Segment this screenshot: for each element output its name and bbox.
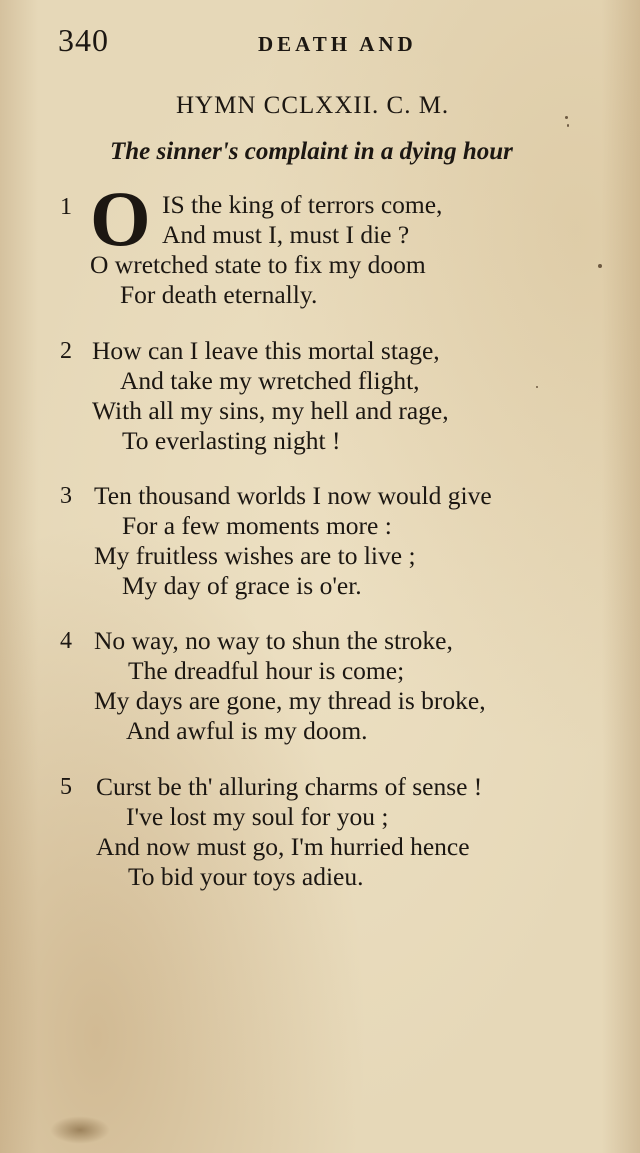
stanza-number: 1 <box>60 194 72 220</box>
verse-line: I've lost my soul for you ; <box>126 802 389 831</box>
verse-line: And must I, must I die ? <box>162 220 410 249</box>
page-header <box>58 22 598 62</box>
verse-line: For a few moments more : <box>122 511 392 540</box>
verse-line: My day of grace is o'er. <box>122 571 362 600</box>
page-number: 340 <box>58 22 109 58</box>
verse-line: IS the king of terrors come, <box>162 190 443 219</box>
hymn-subtitle: The sinner's complaint in a dying hour <box>110 138 513 165</box>
paper-speck <box>536 386 538 388</box>
paper-speck <box>598 264 602 268</box>
verse-line: With all my sins, my hell and rage, <box>92 396 449 425</box>
paper-stain <box>50 1116 110 1144</box>
verse-line: How can I leave this mortal stage, <box>92 336 440 365</box>
verse-line: And now must go, I'm hurried hence <box>96 832 470 861</box>
verse-line: The dreadful hour is come; <box>128 656 405 685</box>
verse-line: My fruitless wishes are to live ; <box>94 541 416 570</box>
verse-line: My days are gone, my thread is broke, <box>94 686 486 715</box>
verse-line: O wretched state to fix my doom <box>90 250 426 279</box>
verse-line: And awful is my doom. <box>126 716 368 745</box>
verse-line: To everlasting night ! <box>122 426 341 455</box>
stanza-number: 4 <box>60 628 72 654</box>
drop-cap: O <box>90 175 151 262</box>
stanza-number: 3 <box>60 483 72 509</box>
verse-line: Curst be th' alluring charms of sense ! <box>96 772 483 801</box>
verse-line: And take my wretched flight, <box>120 366 420 395</box>
stanza-number: 5 <box>60 774 72 800</box>
running-head: DEATH AND <box>258 32 417 56</box>
verse-line: For death eternally. <box>120 280 318 309</box>
paper-speck <box>565 116 568 119</box>
verse-line: Ten thousand worlds I now would give <box>94 481 492 510</box>
stanza-number: 2 <box>60 338 72 364</box>
hymn-title: HYMN CCLXXII. C. M. <box>176 92 450 119</box>
paper-speck <box>567 124 569 127</box>
verse-line: To bid your toys adieu. <box>128 862 364 891</box>
verse-line: No way, no way to shun the stroke, <box>94 626 453 655</box>
